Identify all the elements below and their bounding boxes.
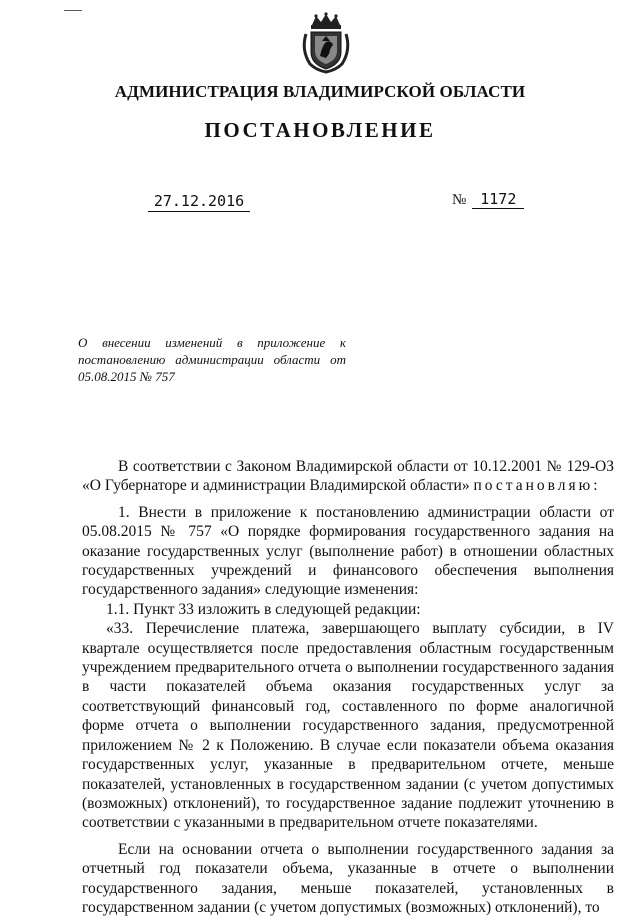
coat-of-arms-icon (298, 12, 354, 74)
document-body (82, 457, 614, 917)
next-paragraph: Если на основании отчета о выполнении государственного задания за отчетный год показатели объема, указанные в отчете о выполнении государственного задания, меньше показателей, установленных в государственном задании (с учетом допустимых (возможных) отклонений), то (82, 840, 614, 916)
document-subject: О внесении изменений в приложение к постановлению администрации области от 05.08.2015 № 757 (78, 335, 346, 384)
document-number (452, 190, 524, 209)
authority-title: АДМИНИСТРАЦИЯ ВЛАДИМИРСКОЙ ОБЛАСТИ (114, 82, 526, 101)
document-type: ПОСТАНОВЛЕНИЕ (204, 118, 436, 142)
decree-word: постановляю: (473, 477, 601, 495)
number-label: № (452, 192, 467, 208)
item-1-1: 1.1. Пункт 33 изложить в следующей редакции: (106, 600, 421, 618)
scan-mark (64, 10, 82, 13)
point-33: «33. Перечисление платежа, завершающего выплату субсидии, в IV квартале осуществляется после предоставления областным государственным учреждением предварительного отчета о выполнении государственного задания в части показателей объема оказания государственных услуг за соответствующий финансовый год, составленного по форме аналогичной форме отчета о выполнении государственного задания, предусмотренной приложением № 2 к Положению. В случае если показатели объема оказания государственных услуг, указанные в предварительном отчете, меньше показателей, установленных в государственном задании (с учетом допустимых (возможных) отклонений), то государственное задание подлежит уточнению в соответствии с указанными в предварительном отчете показателями. (82, 620, 614, 832)
item-1: 1. Внести в приложение к постановлению администрации области от 05.08.2015 № 757 «О порядке формирования государственного задания на оказание государственных услуг (выполнение работ) в отношении областных государственных учреждений и финансового обеспечения выполнения государственного задания» следующие изменения: (82, 503, 614, 599)
intro-paragraph (82, 457, 614, 496)
number-value: 1172 (472, 190, 524, 209)
intro-text: В соответствии с Законом Владимирской области от 10.12.2001 № 129-ОЗ «О Губернаторе и администрации Владимирской области» (82, 458, 614, 495)
document-date: 27.12.2016 (148, 192, 250, 212)
